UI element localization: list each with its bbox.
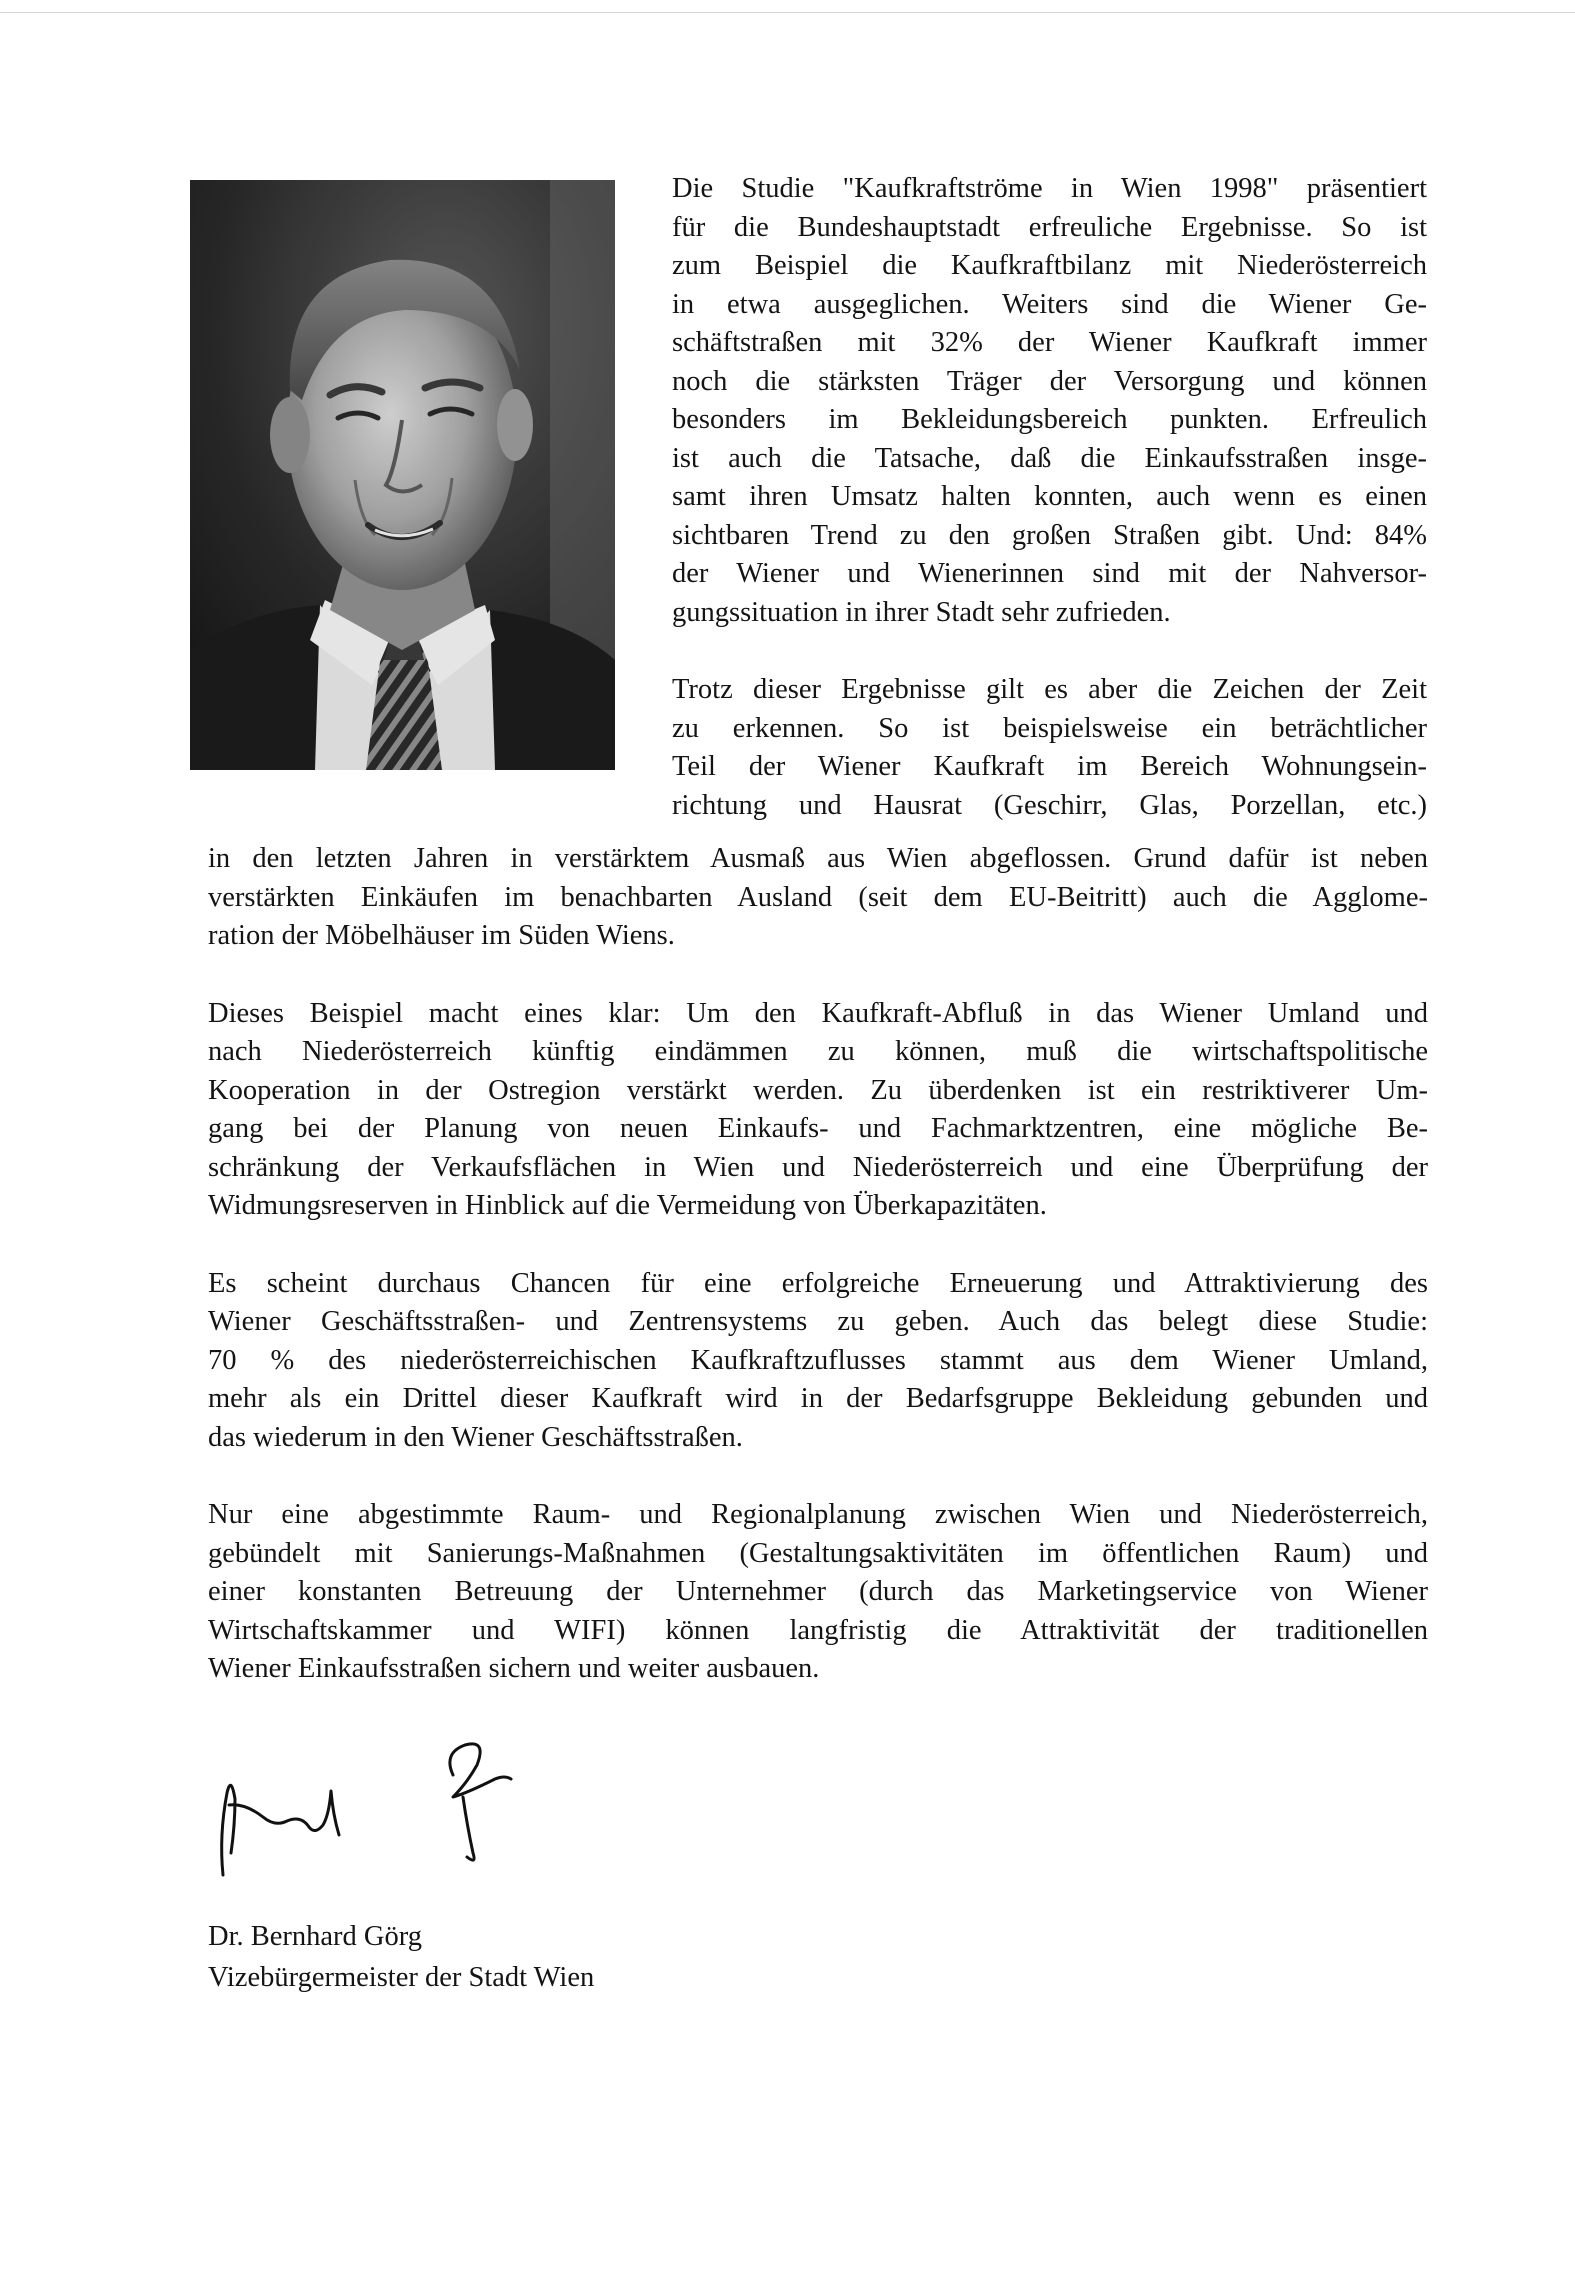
text-line: Teil der Wiener Kaufkraft im Bereich Wohnungsein-: [672, 751, 1427, 782]
text-line: Es scheint durchaus Chancen für eine erfolgreiche Erneuerung und Attraktivierung des: [208, 1267, 1428, 1299]
text-line: besonders im Bekleidungsbereich punkten. Erfreulich: [672, 404, 1427, 435]
text-line: in den letzten Jahren in verstärktem Ausmaß aus Wien abgeflossen. Grund dafür ist neben: [208, 843, 1428, 874]
text-line: schäftstraßen mit 32% der Wiener Kaufkraft immer: [672, 327, 1427, 358]
text-line: gebündelt mit Sanierungs-Maßnahmen (Gestaltungsaktivitäten im öffentlichen Raum) und: [208, 1537, 1428, 1569]
text-line: schränkung der Verkaufsflächen in Wien und Niederösterreich und eine Überprüfung der: [208, 1151, 1428, 1183]
text-line: verstärkten Einkäufen im benachbarten Ausland (seit dem EU-Beitritt) auch die Agglome-: [208, 881, 1428, 913]
text-line: mehr als ein Drittel dieser Kaufkraft wird in der Bedarfsgruppe Bekleidung gebunden und: [208, 1383, 1428, 1414]
intro-paragraph: [672, 170, 1427, 632]
text-line: Wiener Geschäftsstraßen- und Zentrensystems zu geben. Auch das belegt diese Studie:: [208, 1306, 1428, 1337]
paragraph-gap: [208, 956, 1428, 995]
text-line: richtung und Hausrat (Geschirr, Glas, Porzellan, etc.): [672, 789, 1427, 821]
text-line: Wirtschaftskammer und WIFI) können langfristig die Attraktivität der traditionellen: [208, 1614, 1428, 1646]
handwritten-signature: [205, 1735, 525, 1890]
text-line: gungssituation in ihrer Stadt sehr zufrieden.: [672, 596, 1171, 628]
body-text: [208, 840, 1428, 1689]
text-line: einer konstanten Betreuung der Unternehmer (durch das Marketingservice von Wiener: [208, 1576, 1428, 1607]
text-line: Die Studie "Kaufkraftströme in Wien 1998" präsentiert: [672, 173, 1427, 204]
text-line: Wiener Einkaufsstraßen sichern und weiter ausbauen.: [208, 1653, 820, 1684]
text-line: ration der Möbelhäuser im Süden Wiens.: [208, 920, 675, 951]
text-line: sichtbaren Trend zu den großen Straßen gibt. Und: 84%: [672, 519, 1427, 551]
portrait-photo: [190, 180, 615, 770]
top-scan-edge: [0, 12, 1575, 13]
paragraph-2-start: [672, 671, 1427, 825]
text-line: zum Beispiel die Kaufkraftbilanz mit Niederösterreich: [672, 250, 1427, 281]
text-line: Nur eine abgestimmte Raum- und Regionalplanung zwischen Wien und Niederösterreich,: [208, 1499, 1428, 1530]
text-line: samt ihren Umsatz halten konnten, auch wenn es einen: [672, 481, 1427, 512]
text-line: das wiederum in den Wiener Geschäftsstraßen.: [208, 1421, 743, 1453]
paragraph-gap: [208, 1226, 1428, 1265]
text-line: Trotz dieser Ergebnisse gilt es aber die Zeichen der Zeit: [672, 674, 1427, 705]
paragraph-gap: [208, 1457, 1428, 1496]
text-line: der Wiener und Wienerinnen sind mit der Nahversor-: [672, 558, 1427, 589]
text-line: nach Niederösterreich künftig eindämmen zu können, muß die wirtschaftspolitische: [208, 1036, 1428, 1067]
text-line: zu erkennen. So ist beispielsweise ein beträchtlicher: [672, 712, 1427, 744]
text-line: in etwa ausgeglichen. Weiters sind die Wiener Ge-: [672, 288, 1427, 320]
intro-column: [672, 170, 1427, 864]
text-line: 70 % des niederösterreichischen Kaufkraftzuflusses stammt aus dem Wiener Umland,: [208, 1344, 1428, 1376]
text-line: ist auch die Tatsache, daß die Einkaufsstraßen insge-: [672, 442, 1427, 474]
text-line: gang bei der Planung von neuen Einkaufs- und Fachmarktzentren, eine mögliche Be-: [208, 1113, 1428, 1144]
signatory-title: Vizebürgermeister der Stadt Wien: [208, 1962, 595, 1993]
text-line: Dieses Beispiel macht eines klar: Um den Kaufkraft-Abfluß in das Wiener Umland und: [208, 997, 1428, 1029]
text-line: für die Bundeshauptstadt erfreuliche Ergebnisse. So ist: [672, 211, 1427, 243]
text-line: Kooperation in der Ostregion verstärkt werden. Zu überdenken ist ein restriktiverer Um-: [208, 1074, 1428, 1106]
text-line: noch die stärksten Träger der Versorgung und können: [672, 365, 1427, 397]
text-line: Widmungsreserven in Hinblick auf die Vermeidung von Überkapazitäten.: [208, 1190, 1047, 1221]
signatory-name: Dr. Bernhard Görg: [208, 1921, 422, 1952]
